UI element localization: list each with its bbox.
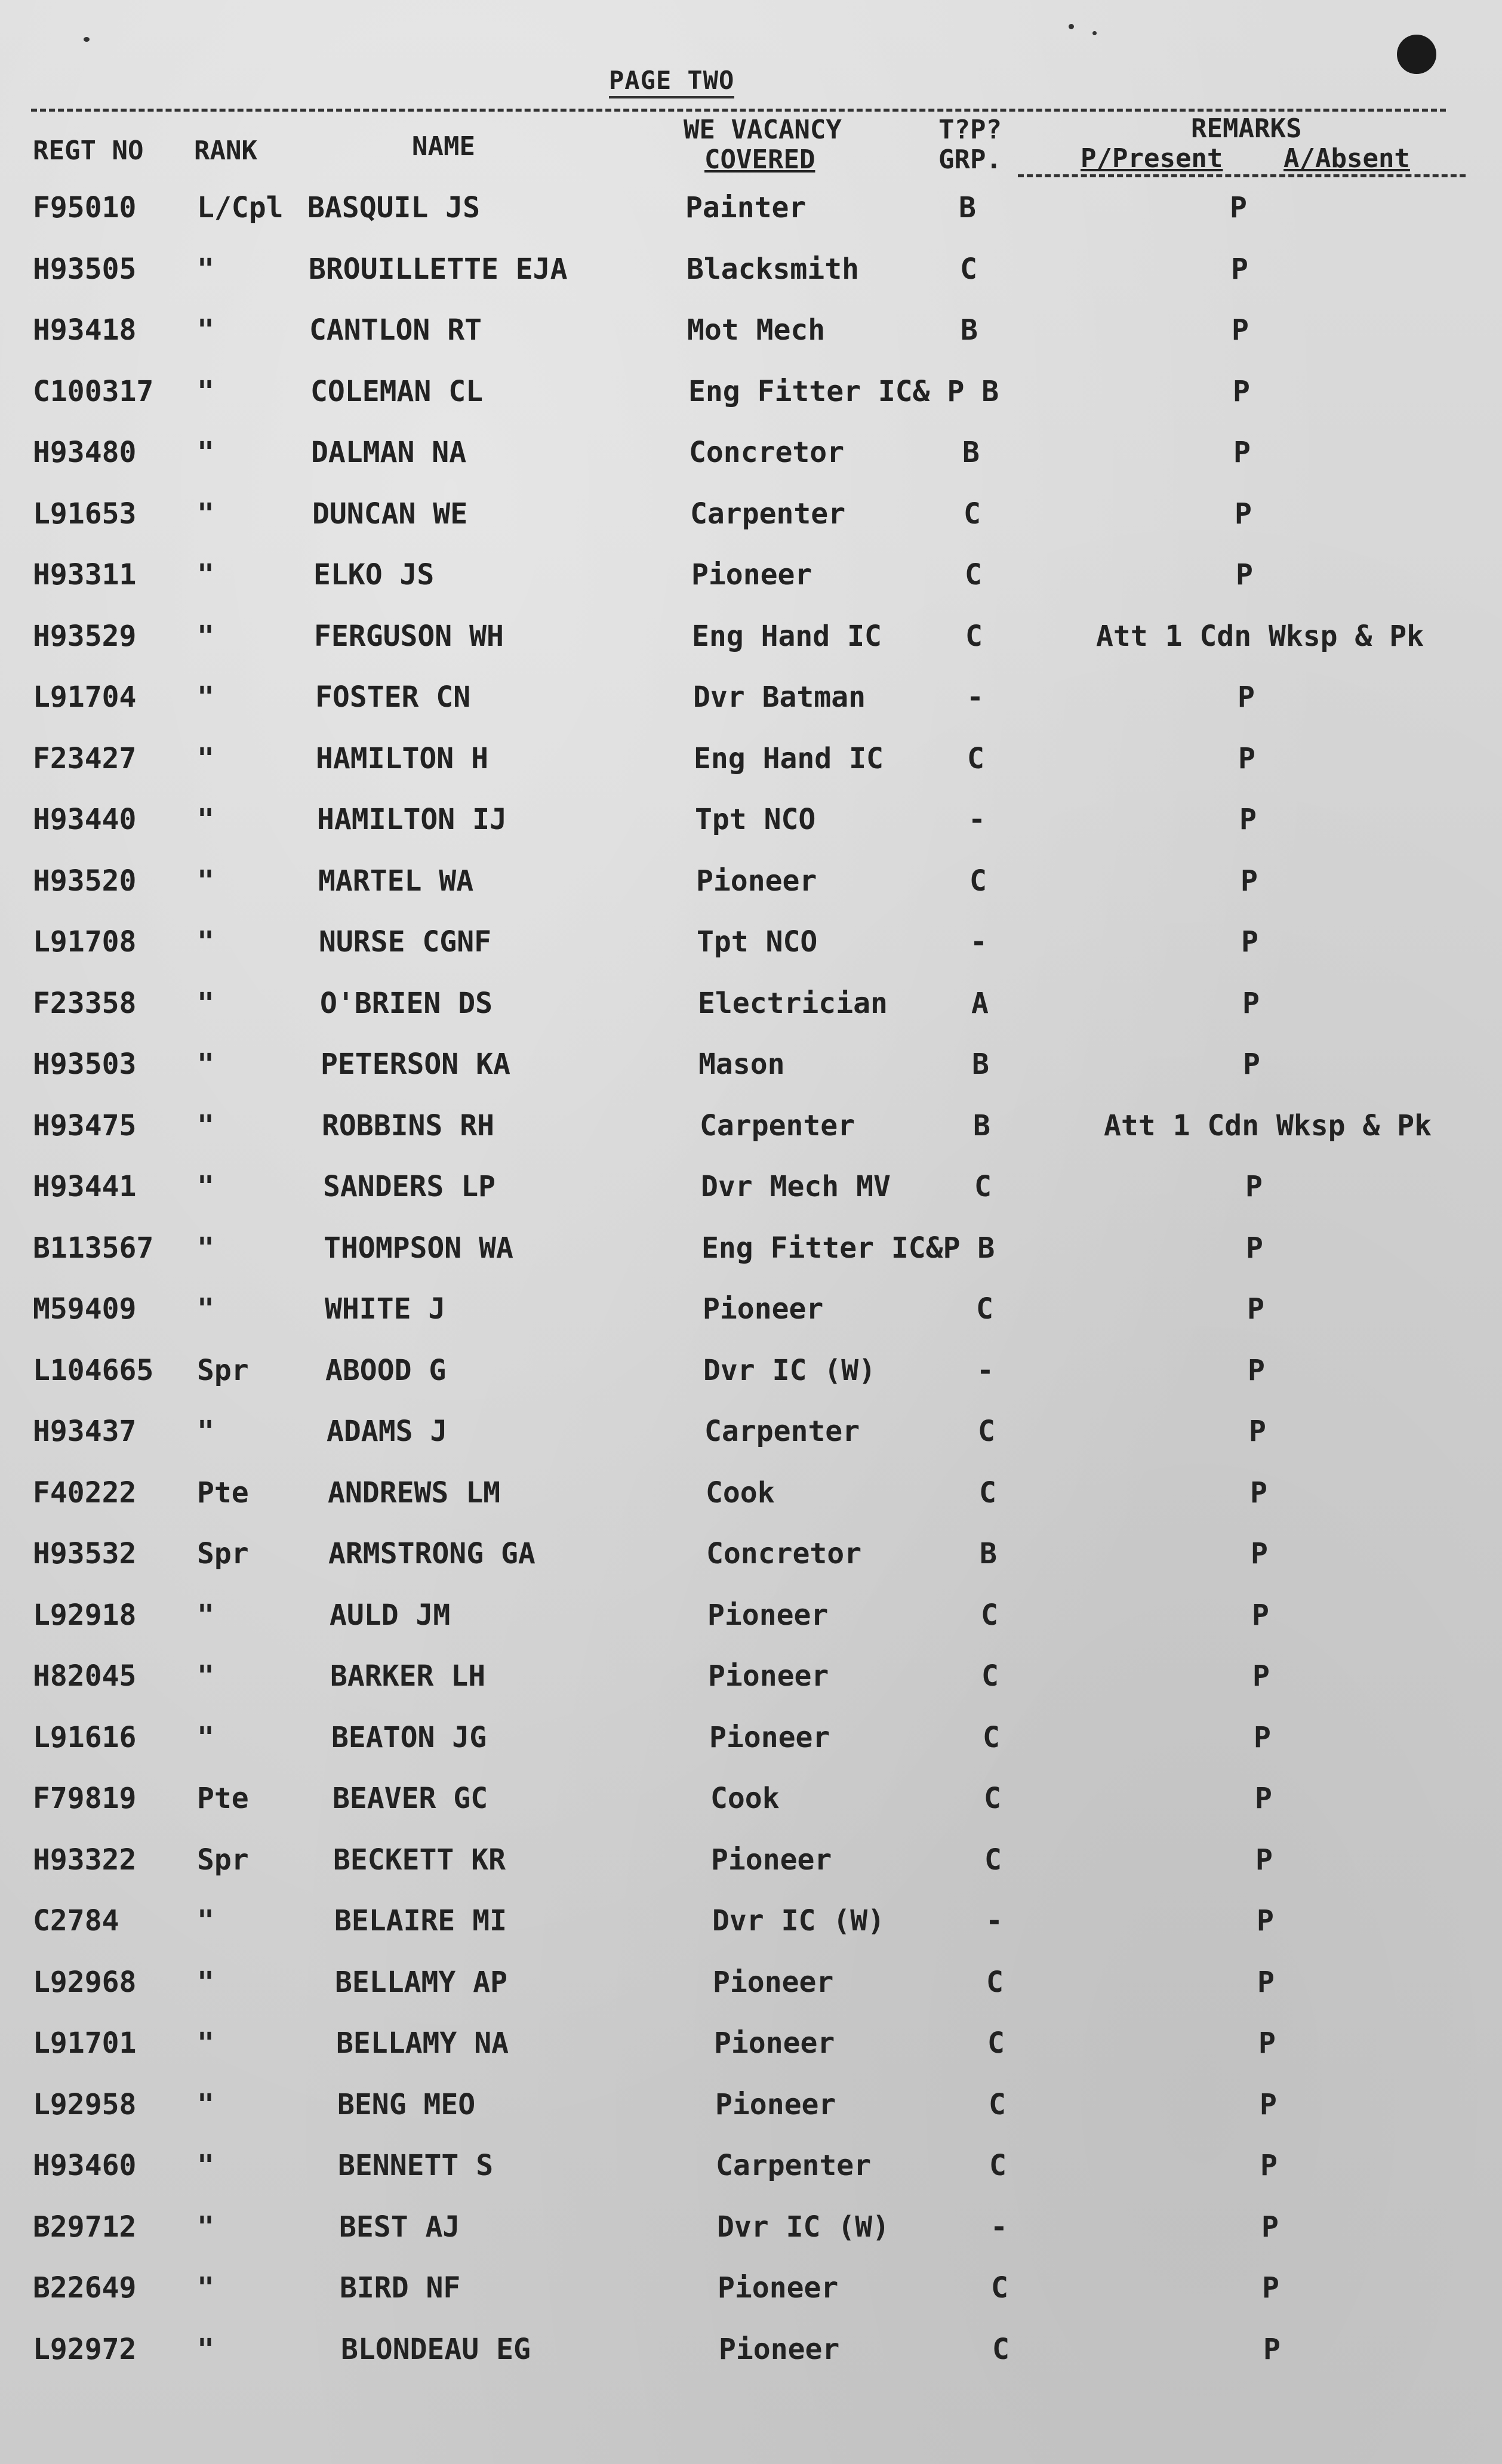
cell-vacancy: Carpenter bbox=[690, 497, 846, 531]
cell-vacancy: Eng Hand IC bbox=[692, 619, 882, 653]
cell-rank: " bbox=[197, 1170, 214, 1203]
cell-name: BENNETT S bbox=[338, 2149, 494, 2182]
cell-regt-no: H93475 bbox=[33, 1108, 137, 1142]
cell-vacancy: Mot Mech bbox=[687, 313, 826, 347]
cell-remarks: P bbox=[1243, 1048, 1260, 1081]
cell-rank: " bbox=[197, 741, 214, 775]
cell-name: BELAIRE MI bbox=[334, 1904, 507, 1938]
cell-remarks: P bbox=[1252, 1598, 1269, 1632]
cell-regt-no: F23427 bbox=[33, 741, 137, 775]
cell-vacancy: Eng Fitter IC& P B bbox=[688, 374, 999, 408]
cell-regt-no: H93505 bbox=[33, 252, 137, 286]
cell-rank: " bbox=[197, 252, 214, 286]
table-row bbox=[0, 2259, 1502, 2320]
table-row bbox=[0, 241, 1502, 301]
cell-remarks: P bbox=[1246, 1231, 1263, 1265]
cell-vacancy: Concretor bbox=[706, 1537, 862, 1570]
table-row bbox=[0, 1770, 1502, 1831]
cell-regt-no: H93503 bbox=[33, 1048, 137, 1081]
cell-remarks: P bbox=[1236, 558, 1253, 592]
cell-name: PETERSON KA bbox=[321, 1048, 510, 1081]
cell-regt-no: L91701 bbox=[33, 2026, 137, 2060]
table-row bbox=[0, 1342, 1502, 1403]
cell-regt-no: H93322 bbox=[33, 1843, 137, 1877]
cell-remarks: Att 1 Cdn Wksp & Pk bbox=[1104, 1108, 1432, 1142]
cell-vacancy: Pioneer bbox=[709, 1720, 830, 1754]
cell-rank: " bbox=[197, 2026, 214, 2060]
cell-tp-grp: C bbox=[991, 2271, 1008, 2305]
cell-vacancy: Eng Hand IC bbox=[694, 741, 884, 775]
table-row bbox=[0, 2137, 1502, 2198]
table-row bbox=[0, 2076, 1502, 2137]
cell-regt-no: H93418 bbox=[33, 313, 137, 347]
cell-name: BARKER LH bbox=[330, 1659, 486, 1693]
cell-regt-no: H93440 bbox=[33, 803, 137, 836]
cell-rank: Spr bbox=[197, 1537, 249, 1570]
cell-name: MARTEL WA bbox=[318, 864, 474, 898]
table-row bbox=[0, 730, 1502, 791]
cell-tp-grp: C bbox=[981, 1598, 998, 1632]
cell-vacancy: Cook bbox=[706, 1476, 775, 1510]
cell-name: HAMILTON H bbox=[316, 741, 488, 775]
cell-tp-grp: B bbox=[962, 436, 980, 469]
cell-vacancy: Pioneer bbox=[707, 1598, 829, 1632]
cell-regt-no: L92918 bbox=[33, 1598, 137, 1632]
cell-remarks: P bbox=[1263, 2332, 1281, 2366]
cell-tp-grp: C bbox=[965, 619, 983, 653]
cell-regt-no: H93460 bbox=[33, 2149, 137, 2182]
table-row bbox=[0, 546, 1502, 607]
header-top-rule bbox=[31, 109, 1446, 112]
cell-regt-no: B22649 bbox=[33, 2271, 137, 2305]
page-title: PAGE TWO bbox=[609, 66, 734, 98]
cell-vacancy: Pioneer bbox=[719, 2332, 840, 2366]
cell-regt-no: C100317 bbox=[33, 374, 154, 408]
cell-remarks: P bbox=[1233, 374, 1250, 408]
punch-hole-mark bbox=[1397, 35, 1436, 74]
cell-remarks: P bbox=[1251, 1537, 1268, 1570]
cell-name: BECKETT KR bbox=[333, 1843, 506, 1877]
cell-vacancy: Carpenter bbox=[700, 1108, 855, 1142]
cell-remarks: P bbox=[1262, 2271, 1279, 2305]
cell-rank: " bbox=[197, 374, 214, 408]
cell-vacancy: Dvr IC (W) bbox=[712, 1904, 885, 1938]
cell-regt-no: F40222 bbox=[33, 1476, 137, 1510]
table-row bbox=[0, 2198, 1502, 2259]
cell-rank: " bbox=[197, 1598, 214, 1632]
cell-vacancy: Cook bbox=[710, 1782, 780, 1815]
cell-rank: " bbox=[197, 558, 214, 592]
cell-name: BEATON JG bbox=[331, 1720, 487, 1754]
cell-tp-grp: C bbox=[979, 1476, 996, 1510]
table-row bbox=[0, 852, 1502, 913]
cell-remarks: P bbox=[1249, 1415, 1266, 1448]
cell-rank: " bbox=[197, 864, 214, 898]
header-remarks-present: P/Present bbox=[1081, 143, 1223, 174]
cell-remarks: P bbox=[1248, 1353, 1265, 1387]
cell-regt-no: H93532 bbox=[33, 1537, 137, 1570]
cell-remarks: P bbox=[1258, 2026, 1276, 2060]
header-vacancy-line1: WE VACANCY bbox=[684, 115, 842, 145]
cell-remarks: P bbox=[1247, 1292, 1264, 1326]
header-rank: RANK bbox=[194, 135, 257, 166]
cell-rank: " bbox=[197, 986, 214, 1020]
cell-vacancy: Eng Fitter IC&P B bbox=[701, 1231, 995, 1265]
cell-vacancy: Dvr IC (W) bbox=[703, 1353, 876, 1387]
cell-rank: " bbox=[197, 2149, 214, 2182]
cell-rank: " bbox=[197, 1292, 214, 1326]
cell-name: BIRD NF bbox=[340, 2271, 461, 2305]
cell-vacancy: Painter bbox=[685, 191, 807, 224]
cell-vacancy: Electrician bbox=[698, 986, 888, 1020]
cell-vacancy: Pioneer bbox=[711, 1843, 832, 1877]
cell-tp-grp: C bbox=[976, 1292, 993, 1326]
cell-regt-no: H93529 bbox=[33, 619, 137, 653]
cell-regt-no: M59409 bbox=[33, 1292, 137, 1326]
cell-remarks: P bbox=[1255, 1843, 1273, 1877]
table-row bbox=[0, 1219, 1502, 1280]
cell-rank: " bbox=[197, 436, 214, 469]
cell-tp-grp: - bbox=[977, 1353, 994, 1387]
cell-remarks: P bbox=[1241, 864, 1258, 898]
cell-tp-grp: C bbox=[984, 1843, 1002, 1877]
cell-name: BELLAMY AP bbox=[335, 1965, 507, 1999]
cell-tp-grp: - bbox=[970, 925, 987, 959]
cell-remarks: P bbox=[1232, 313, 1249, 347]
cell-regt-no: L91616 bbox=[33, 1720, 137, 1754]
cell-vacancy: Pioneer bbox=[696, 864, 817, 898]
cell-tp-grp: C bbox=[983, 1720, 1000, 1754]
cell-rank: " bbox=[197, 680, 214, 714]
cell-rank: " bbox=[197, 2271, 214, 2305]
cell-tp-grp: C bbox=[989, 2149, 1007, 2182]
table-row bbox=[0, 2015, 1502, 2075]
cell-name: AULD JM bbox=[330, 1598, 451, 1632]
cell-regt-no: L91704 bbox=[33, 680, 137, 714]
cell-name: BASQUIL JS bbox=[307, 191, 480, 224]
cell-regt-no: L92958 bbox=[33, 2087, 137, 2121]
cell-tp-grp: C bbox=[981, 1659, 999, 1693]
cell-name: FOSTER CN bbox=[315, 680, 471, 714]
cell-regt-no: B113567 bbox=[33, 1231, 154, 1265]
cell-vacancy: Pioneer bbox=[703, 1292, 824, 1326]
cell-name: ABOOD G bbox=[325, 1353, 447, 1387]
cell-regt-no: B29712 bbox=[33, 2210, 137, 2244]
cell-name: FERGUSON WH bbox=[314, 619, 504, 653]
cell-name: ANDREWS LM bbox=[328, 1476, 500, 1510]
ink-speck bbox=[1092, 31, 1097, 35]
cell-regt-no: H93480 bbox=[33, 436, 137, 469]
table-row bbox=[0, 1647, 1502, 1708]
table-row bbox=[0, 363, 1502, 424]
cell-tp-grp: - bbox=[967, 680, 984, 714]
table-row bbox=[0, 301, 1502, 362]
cell-name: HAMILTON IJ bbox=[317, 803, 507, 836]
table-row bbox=[0, 1464, 1502, 1525]
cell-vacancy: Pioneer bbox=[718, 2271, 839, 2305]
cell-tp-grp: C bbox=[984, 1782, 1001, 1815]
cell-rank: " bbox=[197, 1108, 214, 1142]
cell-name: COLEMAN CL bbox=[310, 374, 483, 408]
table-row bbox=[0, 1097, 1502, 1158]
table-row bbox=[0, 1158, 1502, 1219]
cell-tp-grp: B bbox=[972, 1048, 989, 1081]
cell-vacancy: Dvr Mech MV bbox=[701, 1170, 891, 1203]
cell-rank: Pte bbox=[197, 1782, 249, 1815]
cell-tp-grp: C bbox=[989, 2087, 1006, 2121]
table-row bbox=[0, 1709, 1502, 1770]
cell-tp-grp: C bbox=[987, 2026, 1005, 2060]
table-row bbox=[0, 1587, 1502, 1647]
cell-tp-grp: C bbox=[986, 1965, 1004, 1999]
cell-regt-no: H82045 bbox=[33, 1659, 137, 1693]
cell-tp-grp: B bbox=[959, 191, 976, 224]
cell-remarks: P bbox=[1257, 1965, 1275, 1999]
cell-tp-grp: C bbox=[960, 252, 977, 286]
header-bottom-rule bbox=[1018, 174, 1466, 177]
cell-vacancy: Blacksmith bbox=[687, 252, 859, 286]
cell-vacancy: Pioneer bbox=[714, 2026, 835, 2060]
cell-rank: Spr bbox=[197, 1353, 249, 1387]
cell-name: CANTLON RT bbox=[309, 313, 482, 347]
cell-rank: " bbox=[197, 1048, 214, 1081]
cell-tp-grp: - bbox=[986, 1904, 1003, 1938]
cell-rank: " bbox=[197, 925, 214, 959]
cell-rank: " bbox=[197, 1659, 214, 1693]
cell-regt-no: H93437 bbox=[33, 1415, 137, 1448]
cell-name: DUNCAN WE bbox=[312, 497, 468, 531]
cell-regt-no: F79819 bbox=[33, 1782, 137, 1815]
cell-tp-grp: B bbox=[980, 1537, 997, 1570]
table-row bbox=[0, 1892, 1502, 1953]
cell-vacancy: Pioneer bbox=[713, 1965, 834, 1999]
table-row bbox=[0, 913, 1502, 974]
cell-tp-grp: C bbox=[978, 1415, 995, 1448]
cell-name: DALMAN NA bbox=[311, 436, 467, 469]
table-row bbox=[0, 608, 1502, 669]
ink-speck bbox=[84, 37, 90, 42]
cell-tp-grp: - bbox=[968, 803, 986, 836]
cell-rank: " bbox=[197, 313, 214, 347]
ink-speck bbox=[1069, 24, 1074, 29]
cell-remarks: Att 1 Cdn Wksp & Pk bbox=[1096, 619, 1424, 653]
cell-regt-no: L104665 bbox=[33, 1353, 154, 1387]
cell-name: O'BRIEN DS bbox=[320, 986, 493, 1020]
header-vacancy-line2: COVERED bbox=[704, 144, 815, 175]
cell-remarks: P bbox=[1238, 741, 1255, 775]
cell-remarks: P bbox=[1245, 1170, 1263, 1203]
cell-remarks: P bbox=[1250, 1476, 1267, 1510]
table-row bbox=[0, 179, 1502, 240]
cell-regt-no: L92972 bbox=[33, 2332, 137, 2366]
cell-tp-grp: A bbox=[971, 986, 989, 1020]
cell-regt-no: L92968 bbox=[33, 1965, 137, 1999]
table-row bbox=[0, 424, 1502, 485]
cell-remarks: P bbox=[1260, 2087, 1277, 2121]
cell-tp-grp: C bbox=[965, 558, 982, 592]
cell-remarks: P bbox=[1242, 986, 1260, 1020]
header-remarks-absent: A/Absent bbox=[1284, 143, 1410, 174]
header-name: NAME bbox=[412, 131, 475, 162]
cell-remarks: P bbox=[1257, 1904, 1274, 1938]
cell-vacancy: Pioneer bbox=[715, 2087, 836, 2121]
cell-name: BEAVER GC bbox=[333, 1782, 488, 1815]
cell-rank: " bbox=[197, 1415, 214, 1448]
cell-vacancy: Tpt NCO bbox=[697, 925, 818, 959]
cell-remarks: P bbox=[1238, 680, 1255, 714]
cell-rank: " bbox=[197, 1720, 214, 1754]
cell-remarks: P bbox=[1261, 2210, 1279, 2244]
cell-vacancy: Mason bbox=[698, 1048, 785, 1081]
cell-tp-grp: B bbox=[973, 1108, 990, 1142]
cell-remarks: P bbox=[1254, 1720, 1271, 1754]
table-row bbox=[0, 791, 1502, 852]
table-row bbox=[0, 1831, 1502, 1892]
cell-vacancy: Carpenter bbox=[716, 2149, 872, 2182]
cell-tp-grp: B bbox=[961, 313, 978, 347]
cell-vacancy: Carpenter bbox=[704, 1415, 860, 1448]
cell-name: ARMSTRONG GA bbox=[328, 1537, 535, 1570]
cell-tp-grp: C bbox=[967, 741, 984, 775]
cell-rank: " bbox=[197, 803, 214, 836]
cell-name: NURSE CGNF bbox=[319, 925, 491, 959]
cell-name: ELKO JS bbox=[313, 558, 435, 592]
header-grp-line2: GRP. bbox=[938, 144, 1002, 175]
header-remarks: REMARKS bbox=[1191, 113, 1302, 144]
cell-tp-grp: C bbox=[969, 864, 987, 898]
cell-remarks: P bbox=[1255, 1782, 1272, 1815]
cell-regt-no: L91708 bbox=[33, 925, 137, 959]
cell-name: ROBBINS RH bbox=[322, 1108, 494, 1142]
cell-regt-no: L91653 bbox=[33, 497, 137, 531]
cell-name: WHITE J bbox=[325, 1292, 446, 1326]
header-regt-no: REGT NO bbox=[33, 135, 144, 166]
cell-name: BLONDEAU EG bbox=[341, 2332, 531, 2366]
cell-remarks: P bbox=[1233, 436, 1251, 469]
table-row bbox=[0, 2321, 1502, 2382]
table-row bbox=[0, 669, 1502, 729]
cell-remarks: P bbox=[1260, 2149, 1278, 2182]
cell-remarks: P bbox=[1235, 497, 1252, 531]
cell-regt-no: H93441 bbox=[33, 1170, 137, 1203]
cell-regt-no: F95010 bbox=[33, 191, 137, 224]
table-row bbox=[0, 1525, 1502, 1586]
cell-name: BELLAMY NA bbox=[336, 2026, 509, 2060]
cell-rank: " bbox=[197, 2210, 214, 2244]
cell-tp-grp: C bbox=[964, 497, 981, 531]
cell-name: THOMPSON WA bbox=[324, 1231, 513, 1265]
cell-rank: Pte bbox=[197, 1476, 249, 1510]
cell-rank: " bbox=[197, 1231, 214, 1265]
cell-name: BROUILLETTE EJA bbox=[309, 252, 568, 286]
table-row bbox=[0, 1403, 1502, 1464]
cell-name: ADAMS J bbox=[327, 1415, 448, 1448]
cell-name: BENG MEO bbox=[337, 2087, 476, 2121]
cell-remarks: P bbox=[1241, 925, 1258, 959]
cell-name: SANDERS LP bbox=[323, 1170, 495, 1203]
cell-vacancy: Pioneer bbox=[708, 1659, 829, 1693]
cell-remarks: P bbox=[1230, 191, 1247, 224]
cell-vacancy: Tpt NCO bbox=[695, 803, 816, 836]
cell-regt-no: C2784 bbox=[33, 1904, 119, 1938]
table-row bbox=[0, 1036, 1502, 1097]
cell-vacancy: Dvr IC (W) bbox=[717, 2210, 889, 2244]
cell-rank: " bbox=[197, 2087, 214, 2121]
cell-vacancy: Concretor bbox=[689, 436, 845, 469]
cell-rank: L/Cpl bbox=[197, 191, 284, 224]
cell-tp-grp: C bbox=[992, 2332, 1009, 2366]
cell-tp-grp: - bbox=[990, 2210, 1008, 2244]
cell-remarks: P bbox=[1231, 252, 1248, 286]
table-row bbox=[0, 485, 1502, 546]
cell-regt-no: F23358 bbox=[33, 986, 137, 1020]
cell-name: BEST AJ bbox=[339, 2210, 460, 2244]
cell-regt-no: H93311 bbox=[33, 558, 137, 592]
cell-rank: Spr bbox=[197, 1843, 249, 1877]
table-row bbox=[0, 975, 1502, 1036]
cell-vacancy: Dvr Batman bbox=[693, 680, 866, 714]
cell-rank: " bbox=[197, 497, 214, 531]
cell-regt-no: H93520 bbox=[33, 864, 137, 898]
cell-remarks: P bbox=[1252, 1659, 1270, 1693]
table-row bbox=[0, 1280, 1502, 1341]
cell-rank: " bbox=[197, 1965, 214, 1999]
cell-tp-grp: C bbox=[974, 1170, 992, 1203]
cell-rank: " bbox=[197, 2332, 214, 2366]
table-row bbox=[0, 1954, 1502, 2015]
cell-remarks: P bbox=[1239, 803, 1257, 836]
cell-rank: " bbox=[197, 619, 214, 653]
header-grp-line1: T?P? bbox=[938, 115, 1002, 145]
cell-rank: " bbox=[197, 1904, 214, 1938]
cell-vacancy: Pioneer bbox=[691, 558, 812, 592]
